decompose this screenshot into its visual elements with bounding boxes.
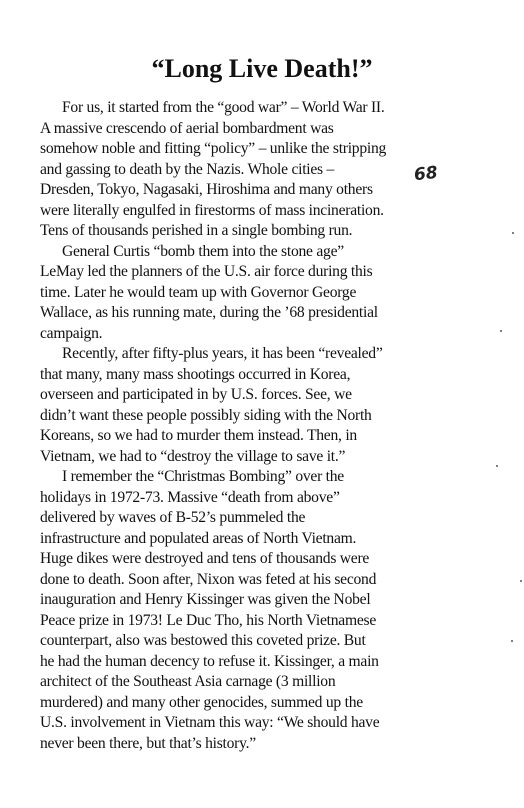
article-body bbox=[40, 98, 452, 754]
handwritten-page-number: 68 bbox=[413, 162, 439, 186]
text-line: I remember the “Christmas Bombing” over the bbox=[62, 468, 344, 485]
paragraph-4 bbox=[40, 467, 452, 754]
text-line: Recently, after fifty-plus years, it has been “revealed” bbox=[62, 345, 383, 362]
text-line: Peace prize in 1973! Le Duc Tho, his North Vietnamese bbox=[40, 611, 376, 629]
paragraph-3 bbox=[40, 344, 452, 467]
paragraph-1 bbox=[40, 98, 452, 242]
text-line: inauguration and Henry Kissinger was given the Nobel bbox=[40, 591, 371, 608]
text-line: General Curtis “bomb them into the stone age” bbox=[62, 242, 344, 260]
text-line: murdered) and many other genocides, summed up the bbox=[40, 693, 363, 711]
text-line: campaign. bbox=[40, 324, 103, 342]
text-line: Vietnam, we had to “destroy the village to save it.” bbox=[40, 447, 346, 465]
text-line: overseen and participated in by U.S. forces. See, we bbox=[40, 386, 352, 403]
text-line: somehow noble and fitting “policy” – unlike the stripping bbox=[40, 140, 387, 157]
text-line: Dresden, Tokyo, Nagasaki, Hiroshima and many others bbox=[40, 181, 373, 198]
text-line: didn’t want these people possibly siding with the North bbox=[40, 406, 372, 424]
text-line: For us, it started from the “good war” – World War II. bbox=[62, 99, 385, 116]
text-line: infrastructure and populated areas of North Vietnam. bbox=[40, 529, 357, 547]
text-line: done to death. Soon after, Nixon was feted at his second bbox=[40, 570, 377, 588]
text-line: Koreans, so we had to murder them instead. Then, in bbox=[40, 427, 357, 444]
text-line: delivered by waves of B-52’s pummeled the bbox=[40, 509, 306, 526]
scan-speck bbox=[511, 640, 513, 642]
text-line: U.S. involvement in Vietnam this way: “We should have bbox=[40, 714, 380, 731]
text-line: holidays in 1972-73. Massive “death from above” bbox=[40, 488, 340, 506]
text-line: he had the human decency to refuse it. Kissinger, a main bbox=[40, 652, 379, 670]
text-line: Tens of thousands perished in a single bombing run. bbox=[40, 222, 353, 239]
text-line: were literally engulfed in firestorms of mass incineration. bbox=[40, 201, 384, 219]
text-line: architect of the Southeast Asia carnage (3 million bbox=[40, 673, 336, 690]
scan-speck bbox=[512, 232, 514, 234]
text-line: and gassing to death by the Nazis. Whole cities – bbox=[40, 160, 335, 178]
scan-speck bbox=[520, 580, 522, 582]
scan-speck bbox=[500, 330, 502, 332]
text-line: never been there, but that’s history.” bbox=[40, 734, 256, 752]
page-title: “Long Live Death!” bbox=[151, 54, 373, 83]
text-line: that many, many mass shootings occurred in Korea, bbox=[40, 365, 351, 383]
paragraph-2 bbox=[40, 242, 452, 345]
scan-speck bbox=[496, 465, 498, 467]
text-line: A massive crescendo of aerial bombardment was bbox=[40, 119, 334, 137]
text-line: time. Later he would team up with Governor George bbox=[40, 283, 357, 301]
text-line: LeMay led the planners of the U.S. air force during this bbox=[40, 263, 373, 280]
text-line: Wallace, as his running mate, during the ’68 presidential bbox=[40, 304, 378, 321]
text-line: Huge dikes were destroyed and tens of thousands were bbox=[40, 550, 370, 567]
text-line: counterpart, also was bestowed this coveted prize. But bbox=[40, 632, 366, 649]
